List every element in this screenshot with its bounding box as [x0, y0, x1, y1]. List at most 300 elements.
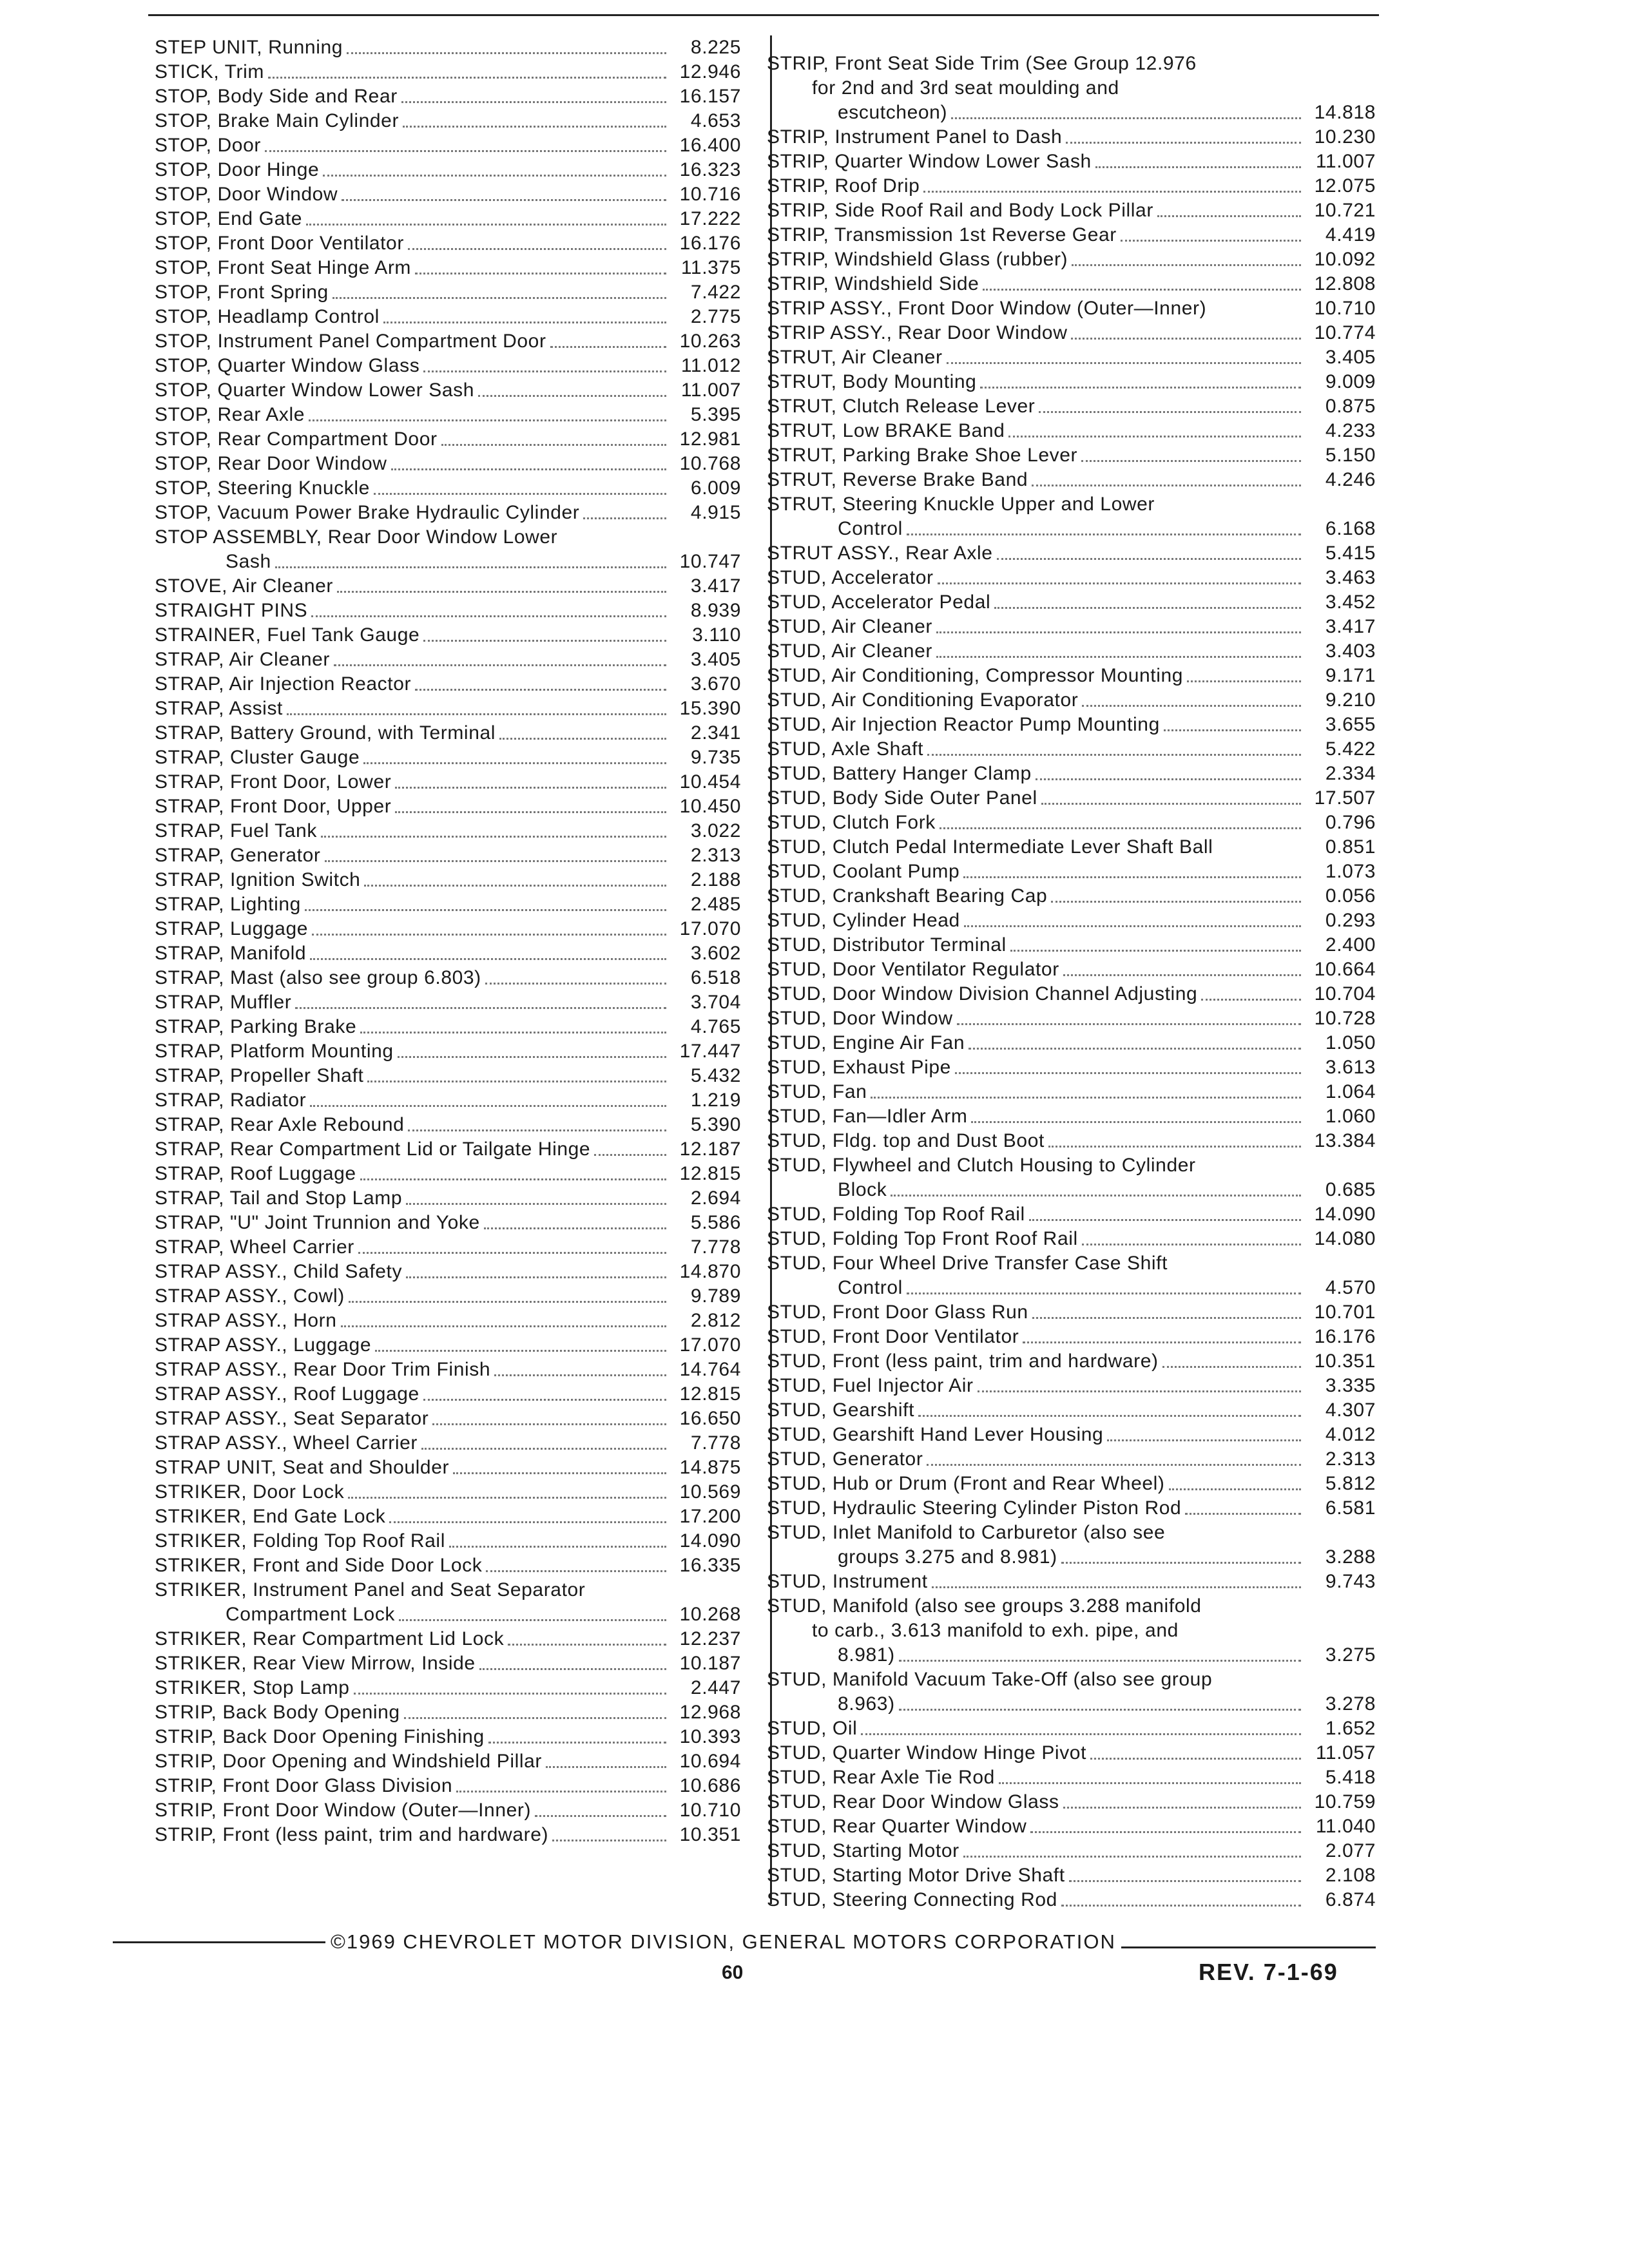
dot-leader	[375, 1350, 666, 1352]
entry-name: STRAIGHT PINS	[155, 600, 308, 621]
entry-name: STUD, Folding Top Front Roof Rail	[767, 1228, 1078, 1249]
index-entry	[767, 394, 1376, 419]
dot-leader	[1164, 729, 1301, 731]
entry-group-ref: 9.171	[1325, 665, 1376, 686]
dot-leader	[1187, 680, 1301, 682]
entry-name: STUD, Inlet Manifold to Carburetor (also see	[767, 1522, 1166, 1543]
index-entry	[155, 1260, 741, 1284]
entry-group-ref: 3.602	[690, 943, 741, 964]
dot-leader	[983, 289, 1301, 291]
index-entry	[155, 1382, 741, 1407]
index-entry	[767, 419, 1376, 443]
index-entry	[767, 1398, 1376, 1423]
entry-group-ref: 2.188	[690, 869, 741, 890]
entry-name: STRIP, Quarter Window Lower Sash	[767, 151, 1092, 172]
index-entry	[767, 370, 1376, 394]
entry-group-ref: 17.070	[679, 918, 741, 939]
index-entry	[155, 745, 741, 770]
index-entry	[155, 1480, 741, 1504]
entry-group-ref: 5.422	[1325, 738, 1376, 760]
entry-group-ref: 16.323	[679, 159, 741, 180]
entry-group-ref: 8.225	[690, 37, 741, 58]
dot-leader	[295, 1007, 666, 1009]
index-entry	[155, 354, 741, 378]
entry-name: STOP, Rear Axle	[155, 404, 305, 425]
entry-name: STUD, Flywheel and Clutch Housing to Cylinder	[767, 1155, 1196, 1176]
entry-group-ref: 2.447	[690, 1677, 741, 1698]
entry-name-continued: 8.963)	[838, 1693, 895, 1715]
entry-name: STRAP ASSY., Horn	[155, 1310, 337, 1331]
dot-leader	[360, 1032, 666, 1033]
dot-leader	[374, 493, 666, 495]
index-entry	[767, 1570, 1376, 1594]
entry-name: STUD, Front Door Ventilator	[767, 1326, 1019, 1347]
index-entry	[767, 223, 1376, 247]
dot-leader	[423, 1399, 666, 1401]
dot-leader	[415, 689, 666, 691]
entry-group-ref: 10.710	[679, 1800, 741, 1821]
dot-leader	[391, 468, 666, 470]
dot-leader	[963, 1856, 1301, 1858]
entry-name: STRAP, Muffler	[155, 992, 292, 1013]
entry-group-ref: 1.652	[1325, 1718, 1376, 1739]
entry-name: STUD, Starting Motor Drive Shaft	[767, 1865, 1065, 1886]
entry-group-ref: 10.092	[1314, 249, 1376, 270]
dot-leader	[485, 983, 666, 985]
dot-leader	[1061, 1905, 1301, 1907]
entry-name: STUD, Gearshift Hand Lever Housing	[767, 1424, 1104, 1445]
entry-name-continued: Control	[838, 1277, 903, 1298]
dot-leader	[325, 860, 667, 862]
entry-group-ref: 11.040	[1315, 1816, 1376, 1837]
index-entry	[155, 574, 741, 599]
dot-leader	[265, 150, 666, 152]
dot-leader	[1032, 485, 1301, 486]
entry-group-ref: 10.351	[679, 1824, 741, 1845]
entry-group-ref: 10.230	[1314, 126, 1376, 148]
entry-group-ref: 12.968	[679, 1702, 741, 1723]
dot-leader	[1030, 1831, 1301, 1833]
entry-name: STOP, Door Hinge	[155, 159, 320, 180]
entry-name: STRAP, Wheel Carrier	[155, 1236, 354, 1258]
index-entry	[767, 566, 1376, 590]
dot-leader	[546, 1766, 666, 1768]
entry-group-ref: 5.812	[1325, 1473, 1376, 1494]
entry-group-ref: 3.613	[1325, 1057, 1376, 1078]
entry-group-ref: 3.655	[1325, 714, 1376, 735]
dot-leader	[1023, 1341, 1301, 1343]
entry-name: STOVE, Air Cleaner	[155, 575, 334, 597]
dot-leader	[978, 1390, 1301, 1392]
entry-group-ref: 0.293	[1325, 910, 1376, 931]
entry-name: STUD, Hub or Drum (Front and Rear Wheel)	[767, 1473, 1165, 1494]
entry-group-ref: 10.187	[679, 1653, 741, 1674]
entry-group-ref: 9.009	[1325, 371, 1376, 392]
entry-name: STUD, Oil	[767, 1718, 858, 1739]
dot-leader	[1063, 974, 1301, 976]
entry-name-continued: escutcheon)	[838, 102, 948, 123]
dot-leader	[1082, 1244, 1301, 1245]
index-entry	[155, 599, 741, 623]
index-entry	[767, 762, 1376, 786]
entry-group-ref: 14.080	[1314, 1228, 1376, 1249]
entry-group-ref: 9.210	[1325, 689, 1376, 711]
entry-name: STRAP ASSY., Seat Separator	[155, 1408, 429, 1429]
index-entry	[155, 672, 741, 697]
entry-name: STRAP UNIT, Seat and Shoulder	[155, 1457, 450, 1478]
entry-group-ref: 6.874	[1325, 1889, 1376, 1910]
entry-name: STUD, Front Door Glass Run	[767, 1302, 1028, 1323]
dot-leader	[1071, 338, 1301, 340]
index-entry	[155, 1553, 741, 1578]
dot-leader	[1048, 1146, 1301, 1148]
entry-name: STRUT, Parking Brake Shoe Lever	[767, 445, 1078, 466]
index-entry	[767, 1080, 1376, 1104]
dot-leader	[415, 273, 666, 274]
entry-name: STUD, Axle Shaft	[767, 738, 924, 760]
dot-leader	[1041, 803, 1301, 805]
index-entry	[767, 52, 1376, 125]
index-entry	[767, 713, 1376, 737]
index-entry	[155, 207, 741, 231]
entry-group-ref: 2.313	[1325, 1448, 1376, 1470]
entry-group-ref: 1.073	[1325, 861, 1376, 882]
index-entry	[155, 1456, 741, 1480]
index-entry	[155, 305, 741, 329]
index-entry	[155, 843, 741, 868]
entry-group-ref: 10.450	[679, 796, 741, 817]
index-entry	[767, 1423, 1376, 1447]
index-entry	[155, 1064, 741, 1088]
index-entry	[767, 198, 1376, 223]
index-entry	[767, 664, 1376, 688]
entry-name: STRAP, Air Cleaner	[155, 649, 331, 670]
entry-name: STUD, Fan	[767, 1081, 867, 1102]
entry-name: STUD, Door Window Division Channel Adjusting	[767, 983, 1198, 1004]
dot-leader	[408, 248, 666, 250]
dot-leader	[871, 1097, 1301, 1099]
entry-group-ref: 12.815	[679, 1383, 741, 1405]
entry-group-ref: 10.686	[679, 1775, 741, 1796]
dot-leader	[1036, 778, 1301, 780]
entry-group-ref: 3.452	[1325, 591, 1376, 613]
entry-name: STRAP, Rear Compartment Lid or Tailgate Hinge	[155, 1139, 591, 1160]
index-entry	[155, 1627, 741, 1651]
index-entry	[155, 819, 741, 843]
dot-leader	[594, 1154, 666, 1156]
dot-leader	[938, 582, 1301, 584]
entry-name: STRIP, Transmission 1st Reverse Gear	[767, 224, 1117, 245]
index-entry	[767, 1863, 1376, 1888]
entry-group-ref: 12.237	[679, 1628, 741, 1649]
index-entry	[767, 1031, 1376, 1055]
dot-leader	[367, 1081, 666, 1082]
index-entry	[155, 1235, 741, 1260]
entry-name: STRAP, Manifold	[155, 943, 307, 964]
dot-leader	[1008, 436, 1301, 437]
entry-name: STRAP, Air Injection Reactor	[155, 673, 412, 695]
index-entry	[155, 794, 741, 819]
dot-leader	[484, 1227, 666, 1229]
entry-name: STRAINER, Fuel Tank Gauge	[155, 624, 420, 646]
entry-group-ref: 0.875	[1325, 396, 1376, 417]
entry-group-ref: 16.176	[679, 233, 741, 254]
entry-name: STUD, Instrument	[767, 1571, 928, 1592]
dot-leader	[907, 1293, 1301, 1294]
dot-leader	[287, 713, 666, 715]
index-entry	[155, 427, 741, 452]
index-entry	[155, 917, 741, 941]
index-entry	[155, 868, 741, 892]
dot-leader	[899, 1709, 1301, 1711]
dot-leader	[951, 117, 1301, 119]
index-entry	[155, 1186, 741, 1211]
entry-group-ref: 10.704	[1314, 983, 1376, 1004]
index-entry	[155, 1113, 741, 1137]
entry-group-ref: 10.664	[1314, 959, 1376, 980]
footer-rule-right	[1121, 1946, 1376, 1948]
dot-leader	[403, 126, 666, 128]
entry-group-ref: 10.694	[679, 1751, 741, 1772]
footer-rule-left	[113, 1941, 325, 1943]
entry-group-ref: 9.789	[690, 1285, 741, 1307]
index-entry	[155, 280, 741, 305]
index-entry	[155, 1431, 741, 1456]
dot-leader	[1081, 460, 1301, 462]
index-entry	[767, 1325, 1376, 1349]
entry-name: STUD, Four Wheel Drive Transfer Case Shift	[767, 1253, 1168, 1274]
index-entry	[767, 590, 1376, 615]
index-entry	[155, 158, 741, 182]
dot-leader	[323, 175, 666, 177]
entry-name: STOP, Front Seat Hinge Arm	[155, 257, 411, 278]
entry-name-continued: for 2nd and 3rd seat moulding and	[812, 77, 1119, 99]
dot-leader	[406, 1276, 666, 1278]
entry-name: STUD, Rear Door Window Glass	[767, 1791, 1059, 1812]
index-entry	[767, 1104, 1376, 1129]
entry-name: STRIP, Windshield Side	[767, 273, 979, 294]
index-entry	[767, 247, 1376, 272]
index-entry	[155, 1700, 741, 1725]
entry-group-ref: 15.390	[679, 698, 741, 719]
index-entry	[155, 770, 741, 794]
index-entry	[767, 468, 1376, 492]
index-entry	[155, 1015, 741, 1039]
entry-name: STUD, Air Injection Reactor Pump Mounting	[767, 714, 1160, 735]
entry-name: STUD, Rear Axle Tie Rod	[767, 1767, 995, 1788]
entry-group-ref: 12.981	[679, 428, 741, 450]
copyright-text: ©1969 CHEVROLET MOTOR DIVISION, GENERAL MOTORS CORPORATION	[331, 1930, 1116, 1953]
dot-leader	[1063, 1807, 1301, 1809]
index-entry	[155, 1358, 741, 1382]
entry-group-ref: 14.090	[1314, 1204, 1376, 1225]
entry-name: STRAP, Front Door, Upper	[155, 796, 392, 817]
entry-group-ref: 10.728	[1314, 1008, 1376, 1029]
entry-group-ref: 2.334	[1325, 763, 1376, 784]
entry-group-ref: 5.390	[690, 1114, 741, 1135]
entry-name: STRIP, Back Door Opening Finishing	[155, 1726, 485, 1747]
entry-group-ref: 14.870	[679, 1261, 741, 1282]
entry-name: STRAP, Propeller Shaft	[155, 1065, 364, 1086]
entry-name: STOP, End Gate	[155, 208, 303, 229]
page-number: 60	[722, 1962, 744, 1983]
index-entry	[155, 1823, 741, 1847]
entry-group-ref: 10.393	[679, 1726, 741, 1747]
entry-name: STRAP, Lighting	[155, 894, 301, 915]
entry-name: STUD, Fldg. top and Dust Boot	[767, 1130, 1045, 1151]
dot-leader	[479, 1668, 666, 1670]
index-entry	[767, 1521, 1376, 1570]
dot-leader	[936, 656, 1301, 658]
index-entry	[767, 1447, 1376, 1472]
entry-name: STRUT, Air Cleaner	[767, 347, 943, 368]
entry-group-ref: 8.939	[690, 600, 741, 621]
entry-name: STUD, Folding Top Roof Rail	[767, 1204, 1025, 1225]
index-entry	[767, 884, 1376, 908]
entry-group-ref: 16.400	[679, 135, 741, 156]
entry-group-ref: 3.110	[692, 624, 741, 646]
dot-leader	[348, 1497, 666, 1499]
entry-name: STOP, Front Spring	[155, 282, 329, 303]
entry-group-ref: 16.176	[1314, 1326, 1376, 1347]
entry-name: STRUT ASSY., Rear Axle	[767, 543, 993, 564]
revision-label: REV. 7-1-69	[1199, 1959, 1338, 1985]
entry-name: STRIKER, Instrument Panel and Seat Separator	[155, 1579, 586, 1600]
entry-name: STRAP ASSY., Cowl)	[155, 1285, 345, 1307]
entry-name-continued: 8.981)	[838, 1644, 895, 1666]
entry-name: STOP, Door Window	[155, 184, 338, 205]
entry-name: STRIP, Front Door Window (Outer—Inner)	[155, 1800, 532, 1821]
entry-group-ref: 11.012	[680, 355, 741, 376]
entry-group-ref: 3.417	[1325, 616, 1376, 637]
entry-name: STRAP ASSY., Child Safety	[155, 1261, 403, 1282]
entry-group-ref: 10.716	[679, 184, 741, 205]
entry-name: STUD, Generator	[767, 1448, 923, 1470]
dot-leader	[310, 958, 666, 960]
dot-leader	[955, 1072, 1301, 1074]
dot-leader	[1082, 705, 1301, 707]
index-entry	[155, 1309, 741, 1333]
dot-leader	[1095, 166, 1301, 168]
entry-name: STRIP, Instrument Panel to Dash	[767, 126, 1063, 148]
dot-leader	[1072, 264, 1301, 266]
index-entry	[155, 1749, 741, 1774]
dot-leader	[395, 787, 666, 789]
entry-name: STRAP, Generator	[155, 845, 321, 866]
index-entry	[767, 982, 1376, 1006]
index-column-right	[767, 52, 1376, 1912]
index-entry	[155, 501, 741, 525]
dot-leader	[508, 1644, 666, 1646]
entry-name: STOP, Rear Door Window	[155, 453, 387, 474]
entry-name: STRIKER, Stop Lamp	[155, 1677, 350, 1698]
dot-leader	[957, 1023, 1301, 1025]
dot-leader	[964, 925, 1301, 927]
entry-group-ref: 10.263	[679, 331, 741, 352]
entry-name: STRAP, Fuel Tank	[155, 820, 317, 841]
entry-group-ref: 5.418	[1325, 1767, 1376, 1788]
index-entry	[767, 1227, 1376, 1251]
entry-name: STRIKER, Folding Top Roof Rail	[155, 1530, 445, 1552]
index-entry	[767, 321, 1376, 345]
entry-group-ref: 4.233	[1325, 420, 1376, 441]
entry-name: STUD, Front (less paint, trim and hardware)	[767, 1350, 1159, 1372]
index-entry	[767, 1374, 1376, 1398]
dot-leader	[383, 322, 666, 323]
entry-name-continued: to carb., 3.613 manifold to exh. pipe, and	[812, 1620, 1179, 1641]
entry-name: STRAP, Assist	[155, 698, 283, 719]
index-entry	[767, 1251, 1376, 1300]
entry-name: STRIP, Door Opening and Windshield Pillar	[155, 1751, 543, 1772]
entry-group-ref: 3.335	[1325, 1375, 1376, 1396]
entry-group-ref: 5.432	[690, 1065, 741, 1086]
index-entry	[155, 525, 741, 574]
entry-name: STOP ASSEMBLY, Rear Door Window Lower	[155, 526, 558, 548]
index-entry	[767, 908, 1376, 933]
entry-group-ref: 4.765	[690, 1016, 741, 1037]
entry-group-ref: 2.077	[1325, 1840, 1376, 1861]
entry-group-ref: 17.507	[1314, 787, 1376, 809]
index-entry	[767, 492, 1376, 541]
entry-name: STRAP, Radiator	[155, 1090, 307, 1111]
entry-name: STRIP ASSY., Rear Door Window	[767, 322, 1068, 343]
entry-group-ref: 3.403	[1325, 640, 1376, 662]
entry-group-ref: 3.275	[1325, 1644, 1376, 1666]
dot-leader	[305, 909, 666, 911]
index-entry	[155, 966, 741, 990]
entry-group-ref: 12.187	[679, 1139, 741, 1160]
entry-name: STUD, Exhaust Pipe	[767, 1057, 951, 1078]
entry-name: STRIP, Front Door Glass Division	[155, 1775, 453, 1796]
entry-name: STEP UNIT, Running	[155, 37, 343, 58]
index-column-left	[155, 35, 741, 1847]
dot-leader	[1162, 1366, 1301, 1368]
index-entry	[155, 1578, 741, 1627]
index-entry	[155, 133, 741, 158]
index-entry	[155, 1798, 741, 1823]
dot-leader	[423, 640, 666, 642]
dot-leader	[1185, 1513, 1301, 1515]
entry-name: STRIP, Side Roof Rail and Body Lock Pillar	[767, 200, 1153, 221]
index-entry	[767, 786, 1376, 811]
entry-name: STRIP, Roof Drip	[767, 175, 920, 197]
entry-name: STUD, Accelerator Pedal	[767, 591, 991, 613]
dot-leader	[927, 1464, 1301, 1466]
index-entry	[767, 1741, 1376, 1765]
dot-leader	[421, 1448, 666, 1450]
dot-leader	[310, 1105, 666, 1107]
index-entry	[767, 811, 1376, 835]
dot-leader	[354, 1693, 666, 1695]
entry-group-ref: 16.157	[679, 86, 741, 107]
entry-name: STUD, Air Conditioning Evaporator	[767, 689, 1079, 711]
index-entry	[767, 1765, 1376, 1790]
entry-name: STRAP, Mast (also see group 6.803)	[155, 967, 481, 988]
entry-group-ref: 11.007	[1315, 151, 1376, 172]
entry-group-ref: 6.581	[1325, 1497, 1376, 1519]
entry-name: STOP, Quarter Window Lower Sash	[155, 380, 475, 401]
entry-group-ref: 7.778	[690, 1432, 741, 1454]
entry-name: STOP, Vacuum Power Brake Hydraulic Cylinder	[155, 502, 580, 523]
entry-name: STRIKER, Rear Compartment Lid Lock	[155, 1628, 505, 1649]
entry-name: STRIP, Back Body Opening	[155, 1702, 400, 1723]
entry-name: STUD, Crankshaft Bearing Cap	[767, 885, 1048, 907]
index-entry	[155, 109, 741, 133]
entry-group-ref: 3.670	[690, 673, 741, 695]
index-entry	[155, 721, 741, 745]
entry-group-ref: 3.288	[1325, 1546, 1376, 1568]
index-entry	[767, 639, 1376, 664]
